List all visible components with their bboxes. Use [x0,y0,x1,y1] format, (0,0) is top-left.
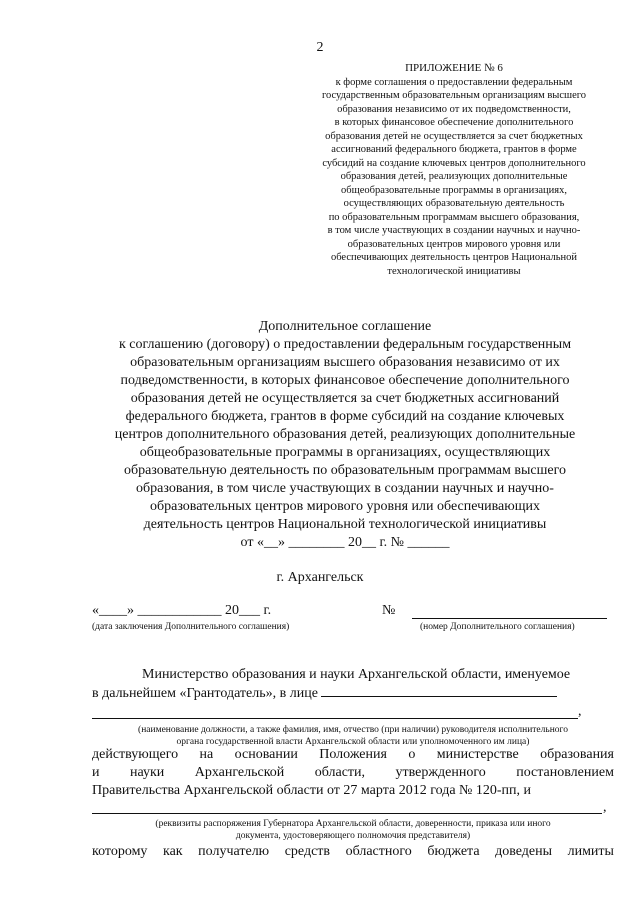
appendix-line: образования детей, реализующих дополнительные [340,171,568,182]
title-line: образовательных центров мирового уровня или обеспечивающих [149,499,540,514]
word: науки [129,765,165,780]
comma: , [578,704,582,719]
appendix-line: обеспечивающих деятельность центров Национальной [330,252,578,263]
word: утвержденного [395,765,486,780]
word: которому [92,844,148,859]
representative-note [92,724,614,748]
appendix-header [296,62,612,278]
word: основании [234,747,298,762]
representative-name-line [92,718,578,719]
representative-blank-line [321,684,557,697]
city-name: г. Архангельск [276,570,364,585]
appendix-line: ассигнований федерального бюджета, грантов в форме [331,144,577,155]
title-line: деятельность центров Национальной технологической инициативы [143,517,547,532]
appendix-line: технологической инициативы [387,265,521,277]
note-line: (наименование должности, а также фамилия, имя, отчество (при наличии) руководителя исполнительного [138,725,568,735]
paragraph-basis [92,746,614,800]
appendix-line: образования детей не осуществляется за счет бюджетных [325,130,583,142]
appendix-line: образовательных центров мирового уровня или [347,238,561,250]
date-caption: (дата заключения Дополнительного соглашения) [92,622,290,632]
word: на [199,747,214,762]
appendix-line: в которых финансовое обеспечение дополнительного [334,117,574,128]
paragraph-line [92,746,614,764]
note-line: (реквизиты распоряжения Губернатора Архангельской области, доверенности, приказа или иного [155,819,551,829]
paragraph-line [92,684,614,703]
agreement-title-block [80,318,610,552]
grantor-text: в дальнейшем «Грантодатель», в лице [92,686,318,701]
title-line: образования детей не осуществляется за счет бюджетных ассигнований [130,391,560,406]
authority-details-line [92,813,602,814]
word: о [408,747,416,762]
agreement-date-number: от «__» ________ 20__ г. № ______ [240,535,450,550]
word: получателю [198,844,270,859]
word: министерстве [436,747,519,762]
appendix-line: в том числе участвующих в создании научных и научно- [327,225,581,236]
word: лимиты [567,844,614,859]
word: средств [284,844,331,859]
number-sign: № [382,603,396,618]
word: постановлением [516,765,614,780]
word: области, [314,765,366,780]
appendix-title: ПРИЛОЖЕНИЕ № 6 [405,62,503,74]
paragraph-limits [92,843,614,861]
appendix-line: государственным образовательным организациям высшего [321,90,587,101]
title-line: образовательную деятельность по образовательным программам высшего [123,463,567,478]
paragraph-line: Министерство образования и науки Архангельской области, именуемое [142,667,571,682]
title-line: подведомственности, в которых финансовое обеспечение дополнительного [120,373,570,388]
number-blank-line [412,618,607,619]
paragraph-line: Правительства Архангельской области от 27 марта 2012 года № 120-пп, и [92,783,532,798]
appendix-line: общеобразовательные программы в организациях, [341,184,567,196]
title-line: образовательным организациям высшего образования независимо от их [130,355,560,370]
word: и [92,765,100,780]
word: как [163,844,183,859]
word: Архангельской [194,765,285,780]
appendix-line: по образовательным программам высшего образования, [328,211,580,223]
appendix-line: осуществляющих образовательную деятельность [343,198,565,209]
number-caption: (номер Дополнительного соглашения) [420,622,575,632]
paragraph-grantor [92,666,614,703]
appendix-line: субсидий на создание ключевых центров дополнительного [322,157,586,169]
paragraph-line [92,764,614,782]
word: бюджета [427,844,480,859]
agreement-title: Дополнительное соглашение [258,319,432,334]
date-number-row [92,603,612,621]
word: доведены [495,844,553,859]
appendix-line: к форме соглашения о предоставлении федеральным [335,76,573,88]
title-line: образования, в том числе участвующих в создании научных и научно- [136,481,554,496]
note-line: документа, удостоверяющего полномочия представителя) [235,831,471,841]
comma: , [603,800,607,815]
title-line: центров дополнительного образования детей, реализующих дополнительные [114,427,576,442]
title-line: к соглашению (договору) о предоставлении федеральным государственным [118,337,572,352]
word: Положения [319,747,387,762]
appendix-line: образования независимо от их подведомственности, [337,103,571,115]
word: областного [345,844,412,859]
conclusion-date-field: «____» ____________ 20___ г. [92,603,272,618]
title-line: общеобразовательные программы в организациях, осуществляющих [139,445,551,460]
paragraph-line [92,843,614,861]
title-line: федерального бюджета, грантов в форме субсидий на создание ключевых [125,409,565,424]
word: образования [540,747,614,762]
word: действующего [92,747,179,762]
authority-note [92,818,614,842]
page-number: 2 [316,40,324,55]
note-line: органа государственной власти Архангельской области или уполномоченного им лица) [176,737,530,747]
